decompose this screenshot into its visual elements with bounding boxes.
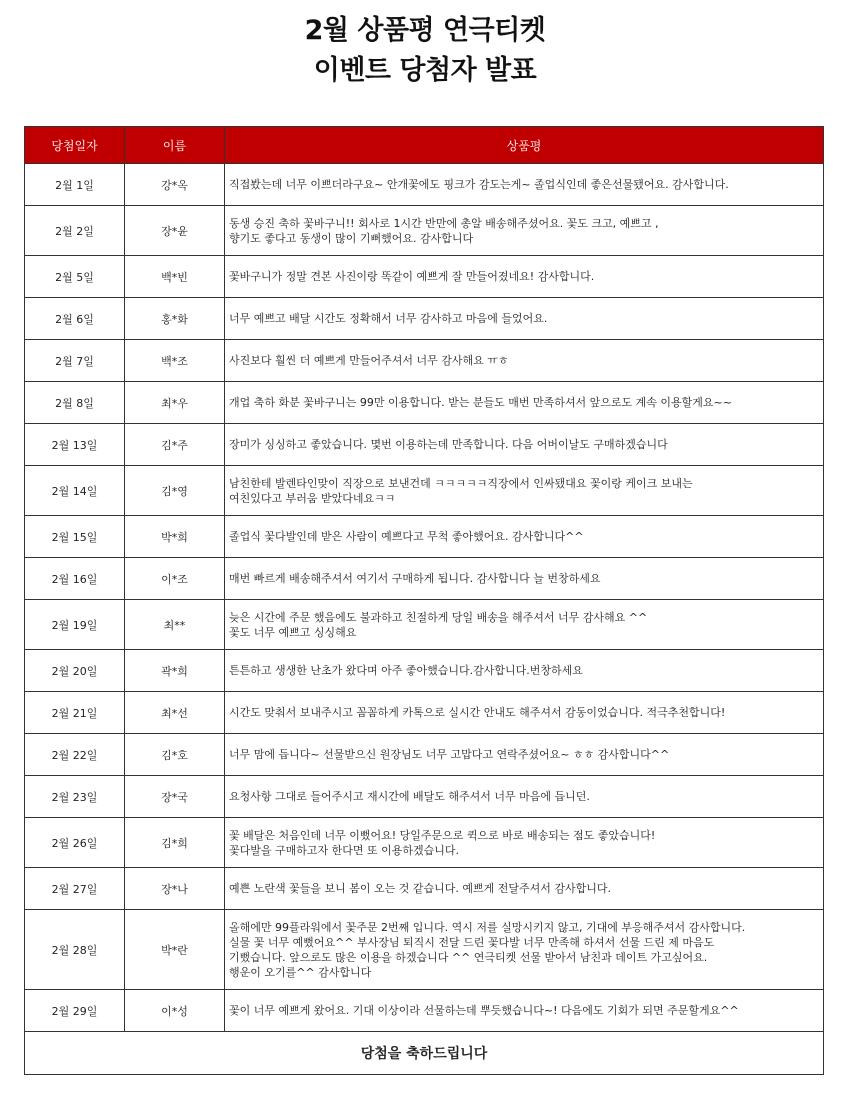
row-name: 장*나 — [125, 868, 225, 910]
row-name: 백*조 — [125, 340, 225, 382]
row-date: 2월 13일 — [25, 424, 125, 466]
header-review: 상품평 — [225, 127, 824, 164]
table-row — [25, 910, 824, 990]
table-row — [25, 206, 824, 256]
row-date: 2월 8일 — [25, 382, 125, 424]
row-name: 최*선 — [125, 692, 225, 734]
row-review: 남친한테 발렌타인맞이 직장으로 보낸건데 ㅋㅋㅋㅋㅋ직장에서 인싸됐대요 꽃이랑 케이크 보내는 여친있다고 부러움 받았다네요ㅋㅋ — [225, 466, 824, 516]
row-date: 2월 23일 — [25, 776, 125, 818]
table-row — [25, 600, 824, 650]
winners-table — [24, 126, 824, 1075]
row-name: 최** — [125, 600, 225, 650]
row-name: 김*호 — [125, 734, 225, 776]
row-review: 사진보다 훨씬 더 예쁘게 만들어주셔서 너무 감사해요 ㅠㅎ — [225, 340, 824, 382]
row-date: 2월 14일 — [25, 466, 125, 516]
row-date: 2월 20일 — [25, 650, 125, 692]
row-date: 2월 1일 — [25, 164, 125, 206]
row-date: 2월 27일 — [25, 868, 125, 910]
row-review: 개업 축하 화분 꽃바구니는 99만 이용합니다. 받는 분들도 매번 만족하셔서 앞으로도 계속 이용할게요~~ — [225, 382, 824, 424]
row-name: 김*희 — [125, 818, 225, 868]
row-review: 직접봤는데 너무 이쁘더라구요~ 안개꽃에도 핑크가 감도는게~ 졸업식인데 좋은선물됐어요. 감사합니다. — [225, 164, 824, 206]
row-review: 시간도 맞춰서 보내주시고 꼼꼼하게 카톡으로 실시간 안내도 해주셔서 감동이었습니다. 적극추천합니다! — [225, 692, 824, 734]
header-date: 당첨일자 — [25, 127, 125, 164]
row-review: 튼튼하고 생생한 난초가 왔다며 아주 좋아했습니다.감사합니다.번창하세요 — [225, 650, 824, 692]
row-name: 김*영 — [125, 466, 225, 516]
row-review: 동생 승진 축하 꽃바구니!! 회사로 1시간 반만에 총알 배송해주셨어요. 꽃도 크고, 예쁘고 , 향기도 좋다고 동생이 많이 기뻐했어요. 감사합니다 — [225, 206, 824, 256]
table-row — [25, 466, 824, 516]
row-review: 졸업식 꽃다발인데 받은 사람이 예쁘다고 무척 좋아했어요. 감사합니다^^ — [225, 516, 824, 558]
table-row — [25, 340, 824, 382]
table-row — [25, 650, 824, 692]
row-review: 예쁜 노란색 꽃들을 보니 봄이 오는 것 같습니다. 예쁘게 전달주셔서 감사합니다. — [225, 868, 824, 910]
row-name: 이*성 — [125, 990, 225, 1032]
table-row — [25, 164, 824, 206]
table-row — [25, 818, 824, 868]
title-line-1: 2월 상품평 연극티켓 — [304, 15, 546, 46]
row-name: 박*희 — [125, 516, 225, 558]
title-line-2: 이벤트 당첨자 발표 — [313, 55, 537, 86]
row-name: 강*옥 — [125, 164, 225, 206]
row-date: 2월 26일 — [25, 818, 125, 868]
table-row — [25, 868, 824, 910]
row-name: 곽*희 — [125, 650, 225, 692]
row-review: 매번 빠르게 배송해주셔서 여기서 구매하게 됩니다. 감사합니다 늘 번창하세요 — [225, 558, 824, 600]
congratulations-text: 당첨을 축하드립니다 — [25, 1032, 824, 1075]
row-date: 2월 29일 — [25, 990, 125, 1032]
row-review: 너무 맘에 듭니다~ 선물받으신 원장님도 너무 고맙다고 연락주셨어요~ ㅎㅎ 감사합니다^^ — [225, 734, 824, 776]
footer-row — [25, 1032, 824, 1075]
table-row — [25, 734, 824, 776]
table-row — [25, 298, 824, 340]
row-date: 2월 15일 — [25, 516, 125, 558]
table-row — [25, 558, 824, 600]
row-name: 최*우 — [125, 382, 225, 424]
row-date: 2월 6일 — [25, 298, 125, 340]
row-date: 2월 5일 — [25, 256, 125, 298]
row-name: 홍*화 — [125, 298, 225, 340]
table-header-row — [25, 127, 824, 164]
table-row — [25, 424, 824, 466]
row-name: 장*윤 — [125, 206, 225, 256]
row-date: 2월 22일 — [25, 734, 125, 776]
row-date: 2월 7일 — [25, 340, 125, 382]
row-name: 이*조 — [125, 558, 225, 600]
row-name: 김*주 — [125, 424, 225, 466]
table-row — [25, 256, 824, 298]
table-row — [25, 516, 824, 558]
row-date: 2월 16일 — [25, 558, 125, 600]
table-row — [25, 692, 824, 734]
row-name: 장*국 — [125, 776, 225, 818]
row-review: 장미가 싱싱하고 좋았습니다. 몇번 이용하는데 만족합니다. 다음 어버이날도 구매하겠습니다 — [225, 424, 824, 466]
row-name: 백*빈 — [125, 256, 225, 298]
table-row — [25, 990, 824, 1032]
row-date: 2월 28일 — [25, 910, 125, 990]
row-review: 올해에만 99플라워에서 꽃주문 2번째 입니다. 역시 저를 실망시키지 않고, 기대에 부응해주셔서 감사합니다. 실물 꽃 너무 예뻤어요^^ 부사장님 퇴직시 전달 드린 꽃다발 너무 만족해 하셔서 선물 드린 제 마음도 기뻤습니다. 앞으로도 많은 이용을 하겠습니다 ^^ 연극티켓 선물 받아서 남친과 데이트 가고싶어요. 행운이 오기를^^ 감사합니다 — [225, 910, 824, 990]
table-row — [25, 382, 824, 424]
row-review: 너무 예쁘고 배달 시간도 정확해서 너무 감사하고 마음에 들었어요. — [225, 298, 824, 340]
row-review: 요청사항 그대로 들어주시고 재시간에 배달도 해주셔서 너무 마음에 듭니던. — [225, 776, 824, 818]
row-review: 늦은 시간에 주문 했음에도 불과하고 친절하게 당일 배송을 해주셔서 너무 감사해요 ^^ 꽃도 너무 예쁘고 싱싱해요 — [225, 600, 824, 650]
row-review: 꽃이 너무 예쁘게 왔어요. 기대 이상이라 선물하는데 뿌듯했습니다~! 다음에도 기회가 되면 주문할게요^^ — [225, 990, 824, 1032]
row-review: 꽃 배달은 처음인데 너무 이뻤어요! 당일주문으로 퀵으로 바로 배송되는 점도 좋았습니다! 꽃다발을 구매하고자 한다면 또 이용하겠습니다. — [225, 818, 824, 868]
row-name: 박*란 — [125, 910, 225, 990]
table-row — [25, 776, 824, 818]
row-review: 꽃바구니가 정말 견본 사진이랑 똑같이 예쁘게 잘 만들어졌네요! 감사합니다. — [225, 256, 824, 298]
row-date: 2월 21일 — [25, 692, 125, 734]
row-date: 2월 2일 — [25, 206, 125, 256]
header-name: 이름 — [125, 127, 225, 164]
row-date: 2월 19일 — [25, 600, 125, 650]
